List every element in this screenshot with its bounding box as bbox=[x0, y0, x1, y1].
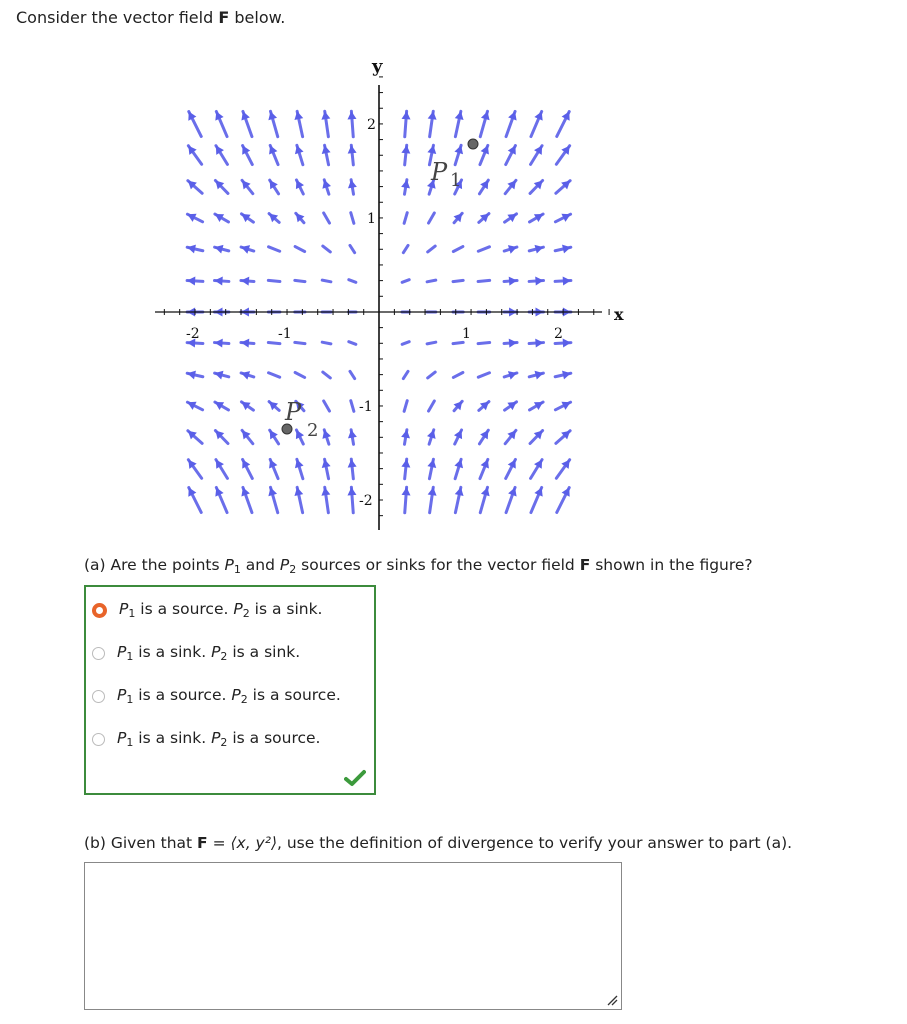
answer-textarea[interactable] bbox=[84, 862, 622, 1010]
svg-text:1: 1 bbox=[450, 170, 462, 191]
sub-label: 2 bbox=[242, 607, 250, 620]
choice-2-label bbox=[117, 643, 300, 663]
p-label: P bbox=[231, 686, 241, 704]
choice-3[interactable] bbox=[92, 685, 341, 707]
radio-icon[interactable] bbox=[92, 647, 105, 660]
choice-text: is a source. bbox=[247, 686, 341, 704]
sub-label: 2 bbox=[240, 693, 248, 706]
choice-text: is a sink. bbox=[249, 600, 323, 618]
intro-bold-F: F bbox=[218, 8, 230, 27]
sub-label: 2 bbox=[220, 736, 228, 749]
qa-p1: P bbox=[224, 556, 234, 574]
question-a bbox=[84, 556, 753, 576]
intro-text bbox=[16, 8, 285, 27]
svg-text:x: x bbox=[614, 305, 624, 324]
qa-p2: P bbox=[279, 556, 290, 574]
choice-text: is a sink. bbox=[227, 643, 301, 661]
choice-text: is a source. bbox=[135, 600, 234, 618]
svg-text:2: 2 bbox=[554, 326, 563, 342]
qb-vector: ⟨x, y²⟩ bbox=[230, 834, 277, 852]
choice-1[interactable] bbox=[92, 599, 323, 621]
sub-label: 1 bbox=[126, 650, 134, 663]
qa-prefix: (a) Are the points bbox=[84, 556, 225, 574]
radio-icon[interactable] bbox=[92, 733, 105, 746]
qa-suffix: shown in the figure? bbox=[590, 556, 753, 574]
svg-text:-2: -2 bbox=[186, 326, 200, 342]
p-label: P bbox=[211, 643, 221, 661]
choice-1-label bbox=[119, 600, 323, 620]
svg-text:-2: -2 bbox=[359, 493, 373, 509]
choice-text: is a sink. bbox=[133, 729, 212, 747]
qa-p2-sub: 2 bbox=[289, 563, 297, 576]
resize-grip-icon[interactable] bbox=[606, 994, 618, 1006]
svg-text:-1: -1 bbox=[359, 399, 373, 415]
qa-bold-F: F bbox=[579, 556, 591, 574]
svg-text:1: 1 bbox=[462, 326, 471, 342]
intro-prefix: Consider the vector field bbox=[16, 8, 219, 27]
p-label: P bbox=[117, 686, 127, 704]
qb-eq: = bbox=[207, 834, 231, 852]
answer-choices-box bbox=[84, 585, 376, 795]
choice-4-label bbox=[117, 729, 320, 749]
svg-text:P: P bbox=[431, 158, 448, 186]
p-label: P bbox=[119, 600, 129, 618]
p-label: P bbox=[117, 729, 127, 747]
sub-label: 1 bbox=[128, 607, 136, 620]
choice-4[interactable] bbox=[92, 728, 320, 750]
intro-suffix: below. bbox=[229, 8, 286, 27]
svg-text:2: 2 bbox=[307, 420, 319, 441]
sub-label: 1 bbox=[126, 693, 134, 706]
p-label: P bbox=[117, 643, 127, 661]
qa-mid: and bbox=[240, 556, 280, 574]
choice-text: is a source. bbox=[227, 729, 321, 747]
choice-text: is a sink. bbox=[133, 643, 212, 661]
svg-text:y: y bbox=[372, 56, 383, 77]
qa-p1-sub: 1 bbox=[233, 563, 241, 576]
radio-icon[interactable] bbox=[92, 690, 105, 703]
choice-2[interactable] bbox=[92, 642, 300, 664]
svg-text:2: 2 bbox=[367, 117, 376, 133]
radio-selected-icon[interactable] bbox=[92, 603, 107, 618]
choice-text: is a source. bbox=[133, 686, 232, 704]
qa-rest: sources or sinks for the vector field bbox=[296, 556, 580, 574]
svg-text:P: P bbox=[285, 398, 302, 426]
sub-label: 2 bbox=[220, 650, 228, 663]
qb-prefix: (b) Given that bbox=[84, 834, 198, 852]
sub-label: 1 bbox=[126, 736, 134, 749]
qb-bold-F: F bbox=[197, 834, 208, 852]
p-label: P bbox=[233, 600, 243, 618]
qb-suffix: , use the definition of divergence to verify your answer to part (a). bbox=[277, 834, 793, 852]
svg-text:-1: -1 bbox=[278, 326, 292, 342]
vector-field-plot bbox=[150, 50, 640, 530]
p-label: P bbox=[211, 729, 221, 747]
svg-text:1: 1 bbox=[367, 211, 376, 227]
choice-3-label bbox=[117, 686, 341, 706]
correct-checkmark-icon bbox=[344, 769, 366, 787]
question-b bbox=[84, 834, 792, 852]
